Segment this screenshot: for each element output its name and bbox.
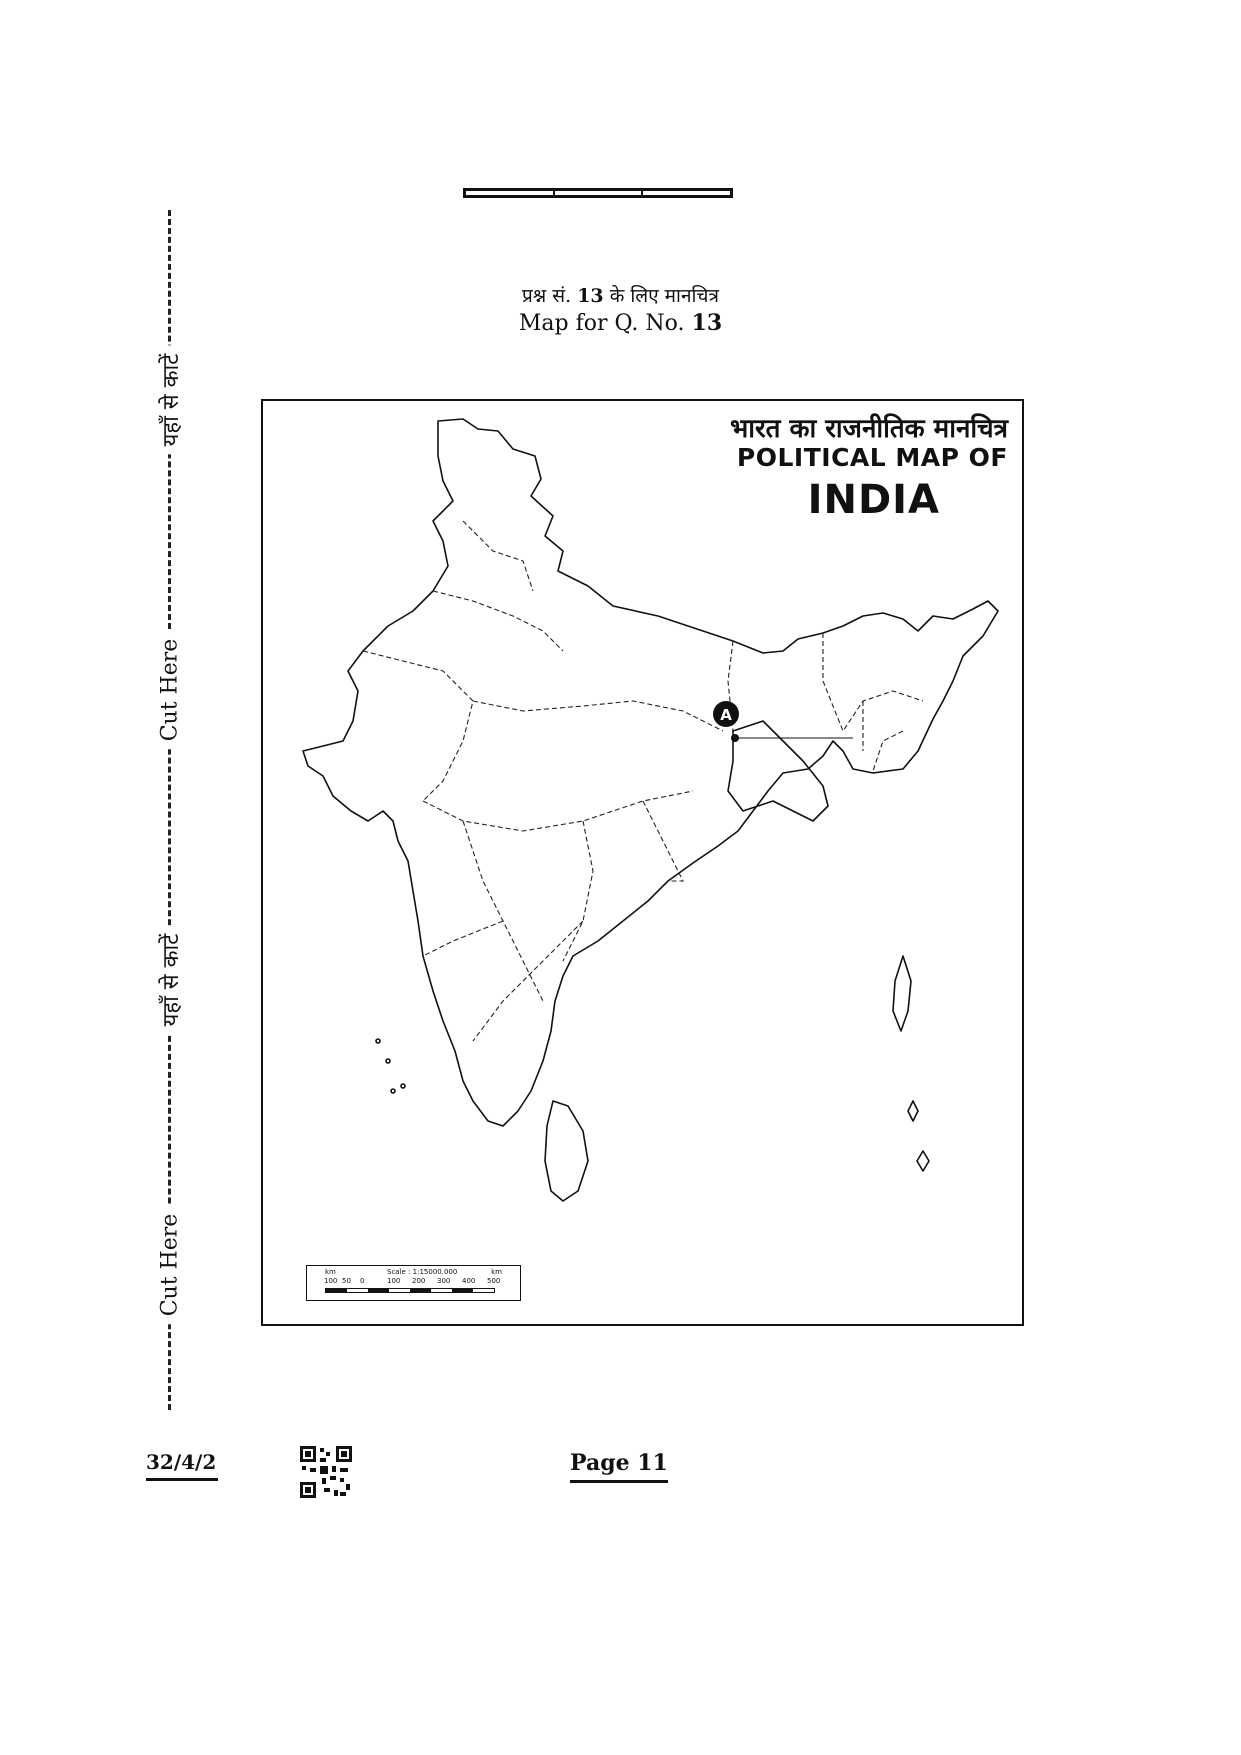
scale-tick: 100 [387,1277,401,1285]
map-caption-english [0,310,1241,336]
cut-label-en: Cut Here [154,631,187,750]
caption-en-prefix: Map for Q. No. [518,311,685,336]
qr-code-icon [300,1446,352,1498]
header-box-cell [466,191,555,195]
scale-tick: 100 [324,1277,338,1285]
map-title-line2: INDIA [807,477,940,523]
marker-a [713,701,853,742]
caption-hi-suffix: के लिए मानचित्र [609,285,719,307]
scale-unit-left: km [325,1268,336,1276]
map-caption-hindi [0,282,1241,308]
header-boxes [463,188,733,198]
scale-tick: 500 [487,1277,501,1285]
india-boundary [303,419,998,1126]
scale-unit-right: km [491,1268,502,1276]
page-number: Page 11 [570,1450,668,1483]
caption-en-number: 13 [691,310,723,336]
scale-graduation [325,1288,495,1293]
scale-ratio: Scale : 1:15000.000 [387,1268,458,1276]
india-outline-map [263,401,1026,1328]
andaman-islands [893,956,911,1031]
scale-bar [306,1265,521,1301]
caption-hi-number: 13 [577,285,604,307]
scale-tick: 400 [462,1277,476,1285]
map-title-hindi: भारत का राजनीतिक मानचित्र [730,414,1008,444]
marker-a-label: A [720,706,732,724]
bangladesh-outline [728,721,828,821]
caption-hi-prefix: प्रश्न सं. [521,285,572,307]
scale-tick: 300 [437,1277,451,1285]
sri-lanka-outline [545,1101,588,1201]
cut-label-en: Cut Here [154,1206,187,1325]
nicobar-islands [908,1101,918,1121]
header-box-cell [643,191,730,195]
map-frame [261,399,1024,1326]
header-box-cell [555,191,644,195]
cut-label-hi: यहाँ से काटें [151,926,189,1035]
scale-tick: 0 [360,1277,365,1285]
cut-label-hi: यहाँ से काटें [151,346,189,455]
paper-code: 32/4/2 [146,1450,218,1481]
scale-tick: 50 [342,1277,351,1285]
map-title-line1: POLITICAL MAP OF [736,443,1008,472]
scale-tick: 200 [412,1277,426,1285]
